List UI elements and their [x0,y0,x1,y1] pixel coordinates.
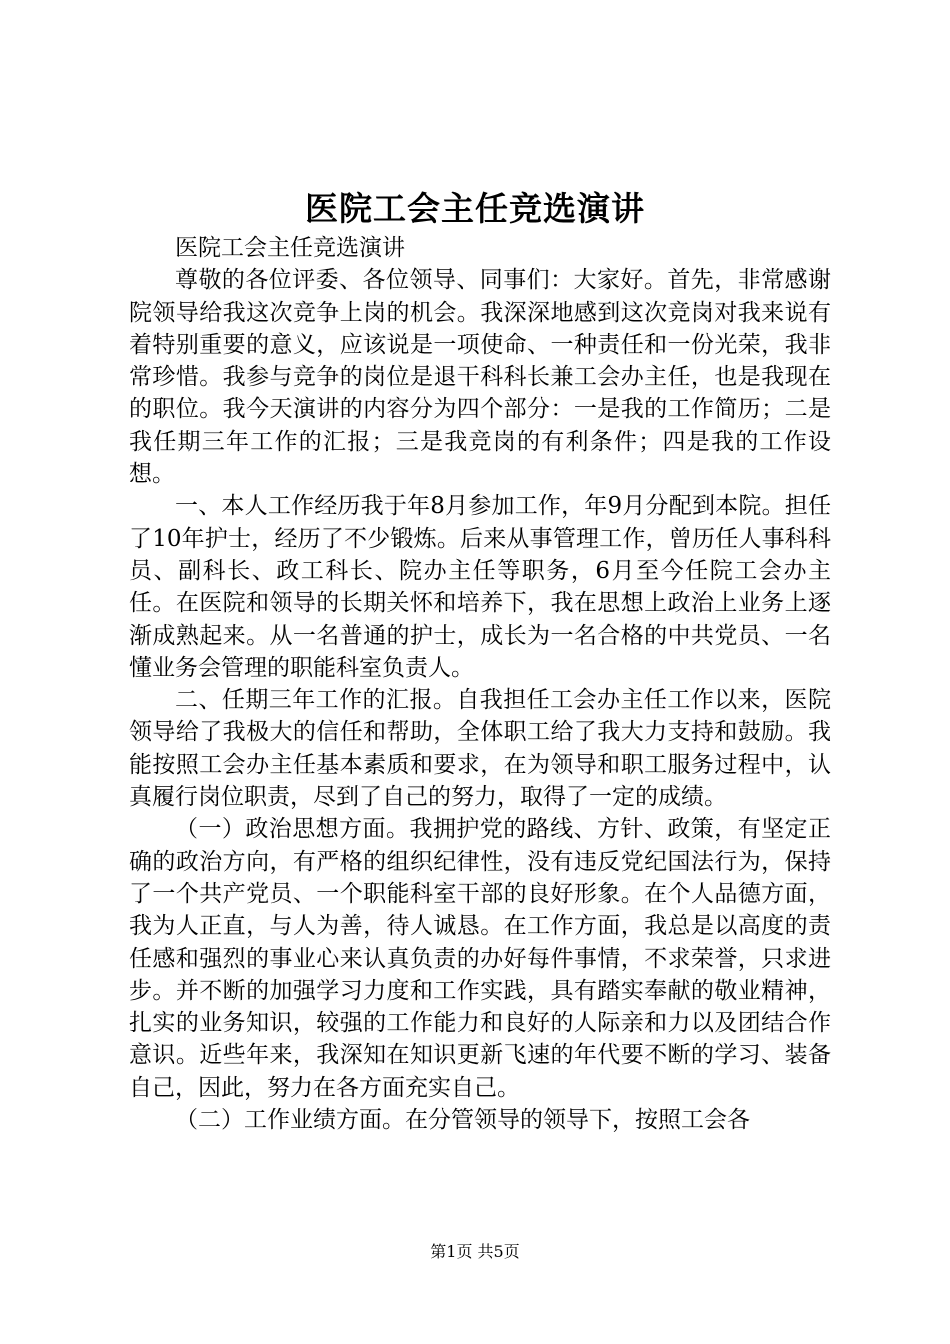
document-body [129,232,831,1136]
document-title: 医院工会主任竞选演讲 [305,189,645,228]
page-number-footer: 第1页 共5页 [430,1242,520,1261]
paragraph-work-performance: （二）工作业绩方面。在分管领导的领导下，按照工会各 [175,1107,750,1134]
paragraph-work-report: 二、任期三年工作的汇报。自我担任工会办主任工作以来，医院领导给了我极大的信任和帮助，全体职工给了我大力支持和鼓励。我能按照工会办主任基本素质和要求，在为领导和职工服务过程中，认真履行岗位职责，尽到了自己的努力，取得了一定的成绩。 [129,687,831,811]
paragraph-work-history: 一、本人工作经历我于年8月参加工作，年9月分配到本院。担任了10年护士，经历了不少锻炼。后来从事管理工作，曾历任人事科科员、副科长、政工科长、院办主任等职务，6月至今任院工会办主任。在医院和领导的长期关怀和培养下，我在思想上政治上业务上逐渐成熟起来。从一名普通的护士，成长为一名合格的中共党员、一名懂业务会管理的职能科室负责人。 [129,493,831,681]
paragraph-greeting: 尊敬的各位评委、各位领导、同事们：大家好。首先，非常感谢院领导给我这次竞争上岗的机会。我深深地感到这次竞岗对我来说有着特别重要的意义，应该说是一项使命、一种责任和一份光荣，我非常珍惜。我参与竞争的岗位是退干科科长兼工会办主任，也是我现在的职位。我今天演讲的内容分为四个部分：一是我的工作简历；二是我任期三年工作的汇报；三是我竞岗的有利条件；四是我的工作设想。 [129,267,831,488]
paragraph-political-thought: （一）政治思想方面。我拥护党的路线、方针、政策，有坚定正确的政治方向，有严格的组织纪律性，没有违反党纪国法行为，保持了一个共产党员、一个职能科室干部的良好形象。在个人品德方面，我为人正直，与人为善，待人诚恳。在工作方面，我总是以高度的责任感和强烈的事业心来认真负责的办好每件事情，不求荣誉，只求进步。并不断的加强学习力度和工作实践，具有踏实奉献的敬业精神，扎实的业务知识，较强的工作能力和良好的人际亲和力以及团结合作意识。近些年来，我深知在知识更新飞速的年代要不断的学习、装备自己，因此，努力在各方面充实自己。 [129,816,831,1101]
paragraph-heading: 医院工会主任竞选演讲 [175,235,405,261]
